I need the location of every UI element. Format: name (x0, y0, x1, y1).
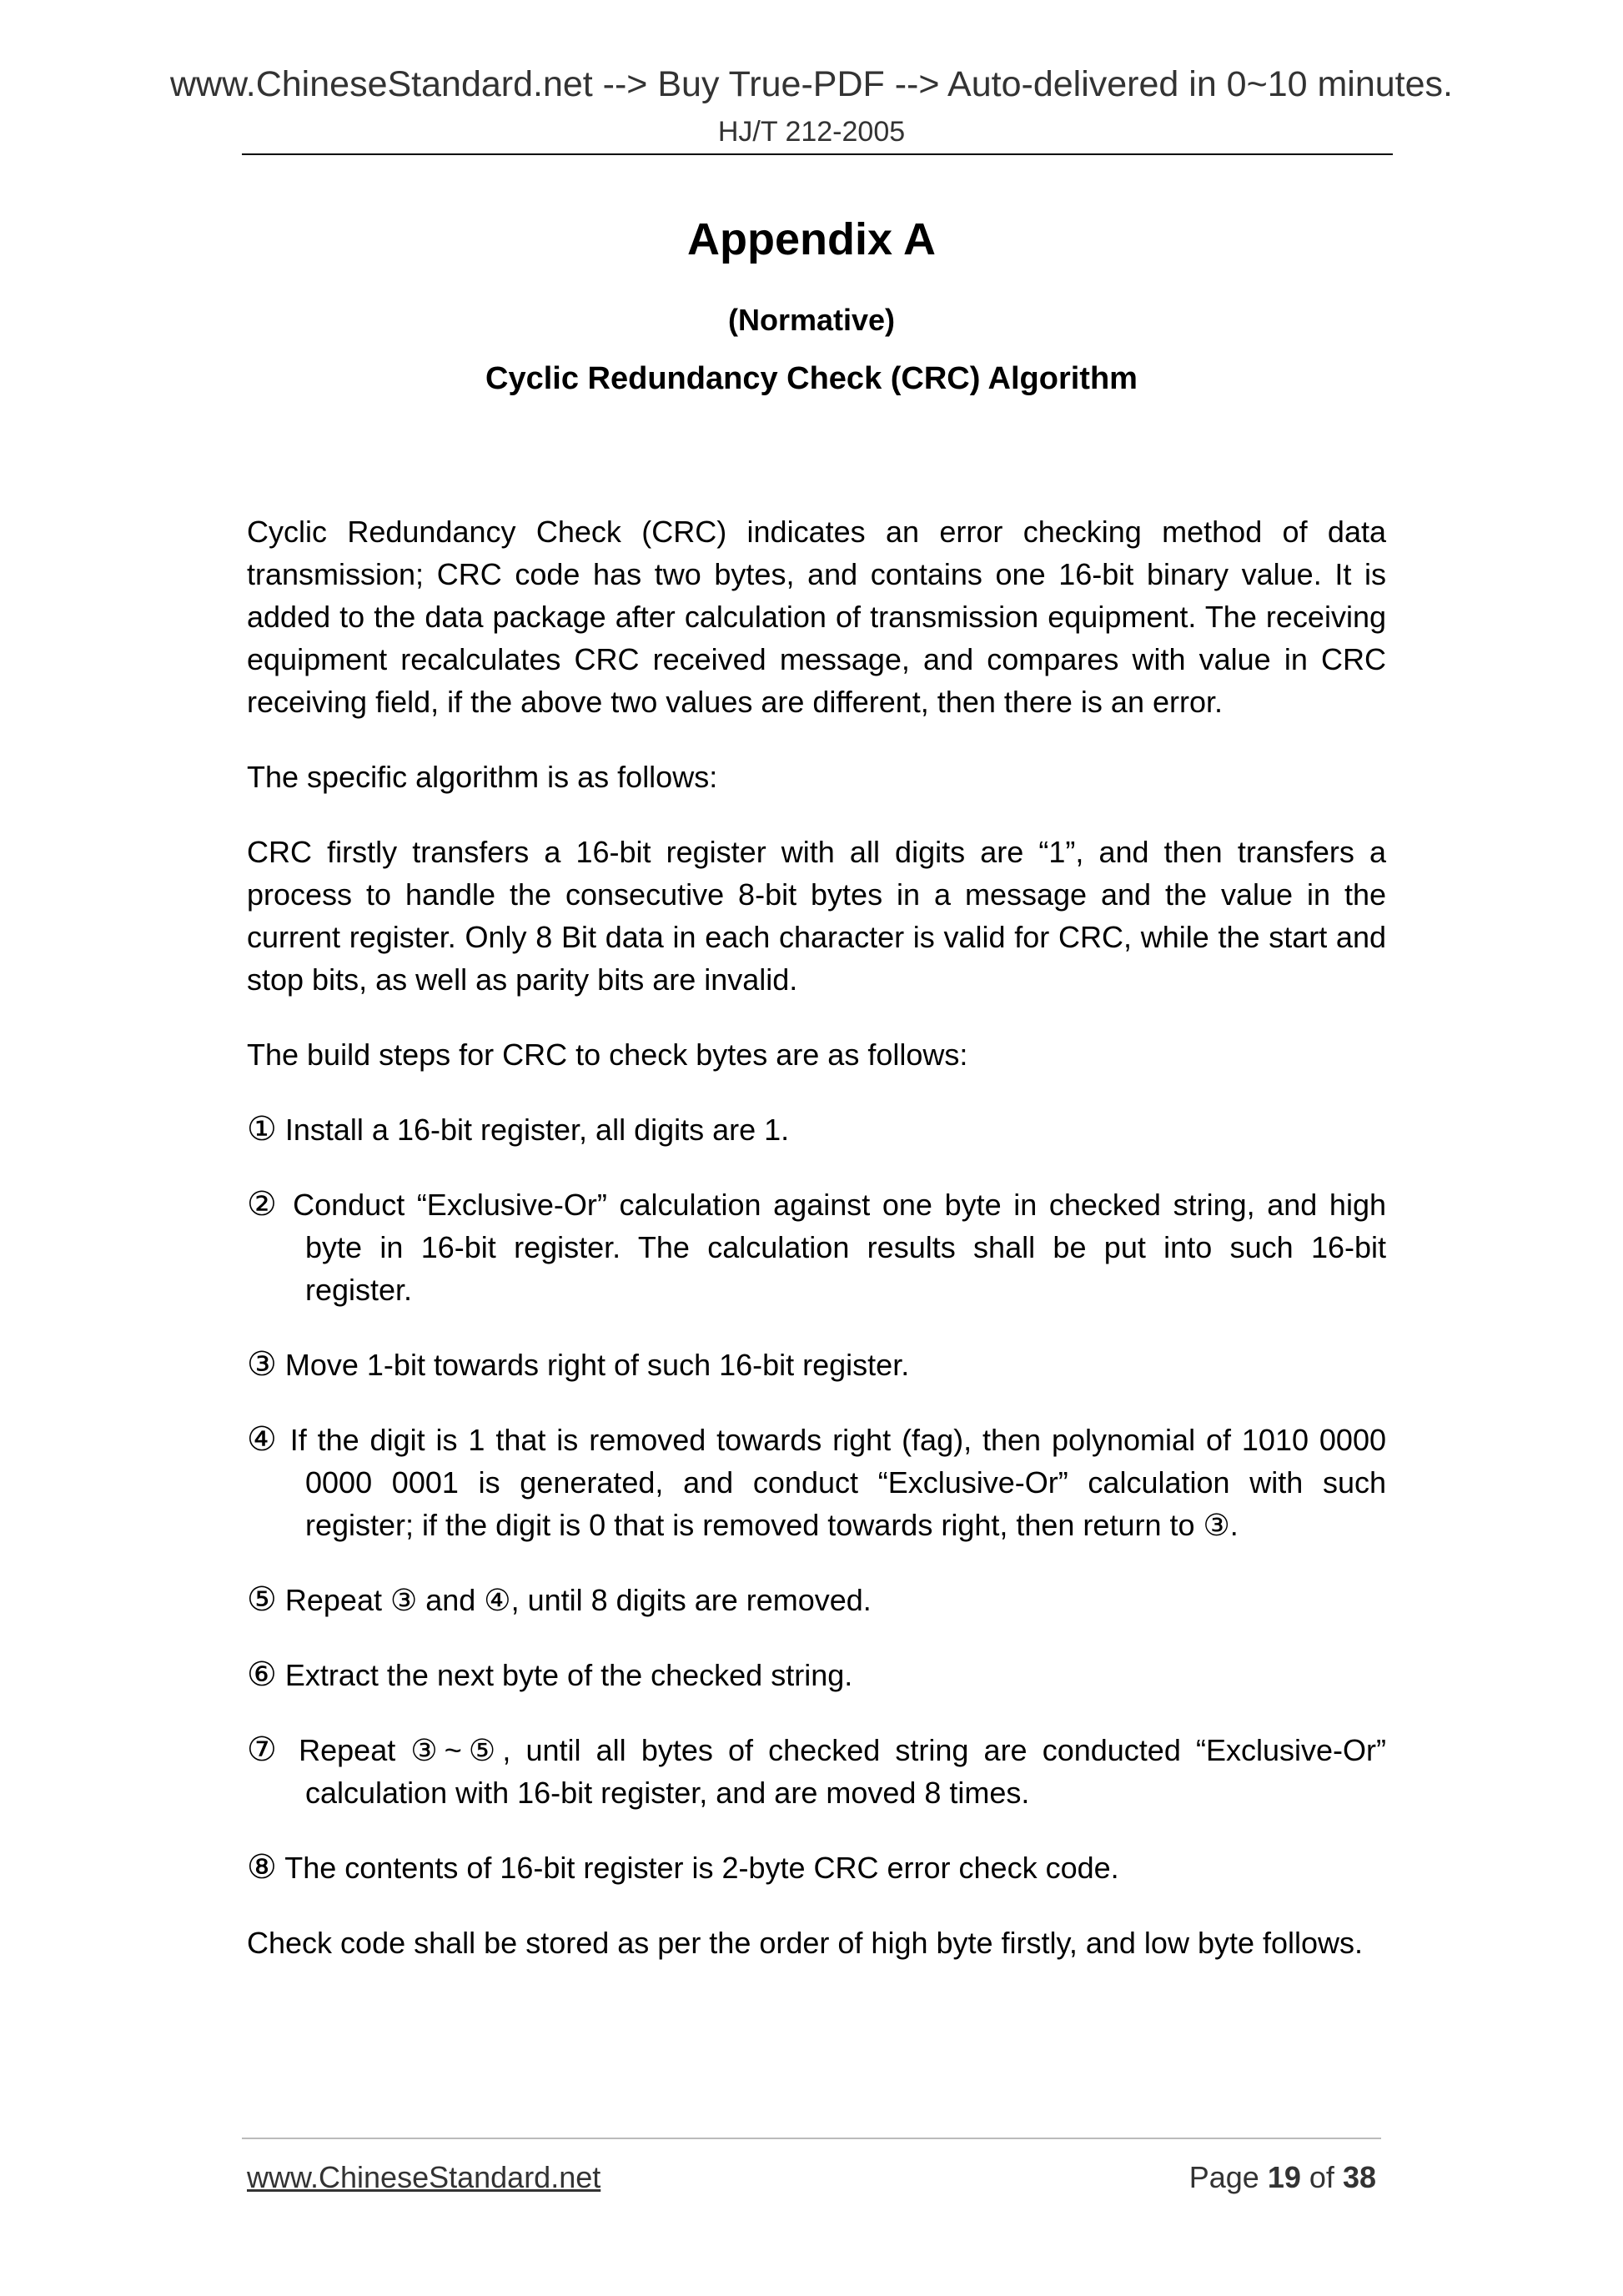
step-4 (247, 1419, 1386, 1546)
body-content (247, 510, 1386, 1997)
step-text: Conduct “Exclusive-Or” calculation against one byte in checked string, and high byte in 16-bit register. The calculation results shall be put into such 16-bit register. (293, 1188, 1386, 1307)
algorithm-description: CRC firstly transfers a 16-bit register with all digits are “1”, and then transfers a process to handle the consecutive 8-bit bytes in a message and the value in the current register. Only 8 Bit data in each character is valid for CRC, while the start and stop bits, as well as parity bits are invalid. (247, 835, 1386, 997)
appendix-title: Appendix A (686, 214, 936, 264)
step-marker: ① (247, 1110, 277, 1148)
step-8 (247, 1846, 1386, 1889)
page-label: Page (1188, 2160, 1259, 2194)
step-marker: ⑤ (247, 1580, 277, 1619)
document-subtitle: Cyclic Redundancy Check (CRC) Algorithm (485, 361, 1138, 396)
step-text: Move 1-bit towards right of such 16-bit register. (284, 1348, 910, 1382)
normative-label: (Normative) (727, 303, 896, 337)
standard-code: HJ/T 212-2005 (717, 116, 906, 148)
step-text: Extract the next byte of the checked string. (284, 1658, 853, 1692)
page-of: of (1309, 2160, 1334, 2194)
step-6 (247, 1654, 1386, 1696)
step-text: The contents of 16-bit register is 2-byte CRC error check code. (284, 1851, 1119, 1885)
page-current: 19 (1267, 2160, 1301, 2194)
step-text: Repeat ③~⑤, until all bytes of checked string are conducted “Exclusive-Or” calculation with 16-bit register, and are moved 8 times. (299, 1733, 1386, 1810)
step-2 (247, 1183, 1386, 1311)
step-marker: ③ (247, 1345, 277, 1384)
step-marker: ② (247, 1185, 281, 1223)
page-indicator (1189, 2160, 1376, 2195)
intro-paragraph: Cyclic Redundancy Check (CRC) indicates an error checking method of data transmission; CRC code has two bytes, and contains one 16-bit binary value. It is added to the data package after calculation of transmission equipment. The receiving equipment recalculates CRC received message, and compares with value in CRC receiving field, if the above two values are different, then there is an error. (247, 515, 1386, 719)
footer-site-link[interactable]: www.ChineseStandard.net (247, 2160, 601, 2194)
page-total: 38 (1342, 2160, 1376, 2194)
step-marker: ④ (247, 1420, 279, 1459)
step-7 (247, 1729, 1386, 1814)
step-text: Install a 16-bit register, all digits are 1. (284, 1113, 790, 1147)
step-marker: ⑥ (247, 1655, 277, 1694)
algorithm-lead: The specific algorithm is as follows: (247, 760, 718, 794)
step-5 (247, 1579, 1386, 1621)
step-marker: ⑦ (247, 1731, 284, 1769)
steps-lead: The build steps for CRC to check bytes are as follows: (247, 1037, 968, 1072)
step-text: If the digit is 1 that is removed towards right (fag), then polynomial of 1010 0000 0000 0001 is generated, and conduct “Exclusive-Or” calculation with such register; if the digit is 0 that is removed towards right, then return to ③. (289, 1423, 1386, 1542)
step-1 (247, 1108, 1386, 1151)
closing-paragraph: Check code shall be stored as per the order of high byte firstly, and low byte follows. (247, 1926, 1364, 1960)
step-text: Repeat ③ and ④, until 8 digits are removed. (284, 1583, 872, 1617)
footer-divider (242, 2138, 1381, 2139)
header-divider (242, 153, 1393, 155)
step-3 (247, 1344, 1386, 1386)
top-banner: www.ChineseStandard.net --> Buy True-PDF --> Auto-delivered in 0~10 minutes. (169, 64, 1453, 104)
step-marker: ⑧ (247, 1848, 277, 1887)
